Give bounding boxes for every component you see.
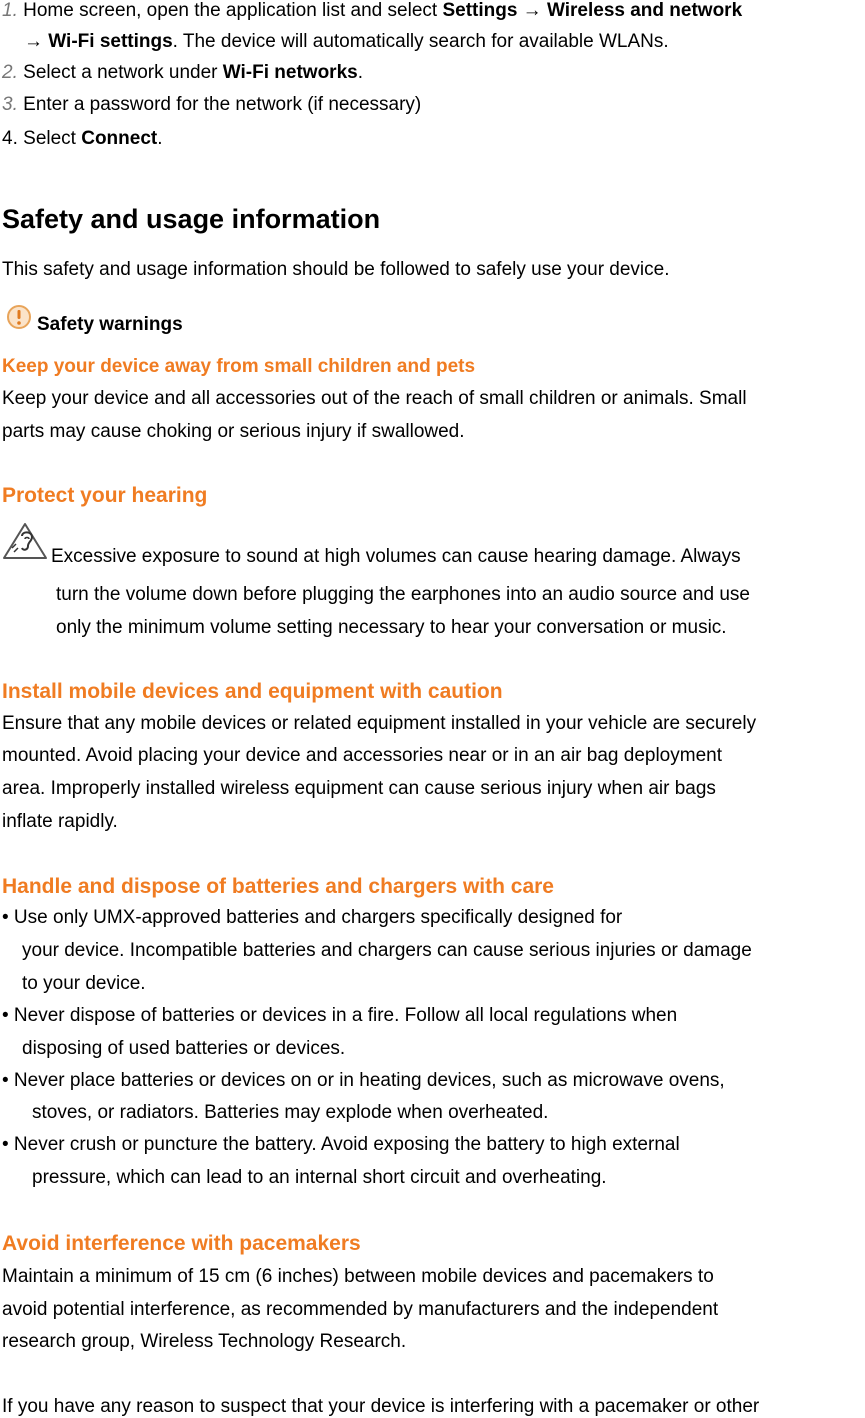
mobile-text-line: Ensure that any mobile devices or related equipment installed in your vehicle are securely [2, 713, 757, 734]
step-number: 1. [2, 0, 18, 21]
step-2: 2. Select a network under Wi-Fi networks. [2, 62, 363, 83]
pacemakers-text-line: research group, Wireless Technology Research. [2, 1331, 407, 1352]
batteries-text-line: pressure, which can lead to an internal short circuit and overheating. [32, 1167, 607, 1188]
mobile-heading: Install mobile devices and equipment with caution [2, 680, 503, 703]
hearing-text-line: turn the volume down before plugging the earphones into an audio source and use [56, 584, 750, 605]
children-text-line: Keep your device and all accessories out of the reach of small children or animals. Small [2, 388, 747, 409]
hearing-text-line: only the minimum volume setting necessary to hear your conversation or music. [56, 617, 727, 638]
batteries-text-line: disposing of used batteries or devices. [22, 1038, 346, 1059]
pacemakers-heading: Avoid interference with pacemakers [2, 1232, 361, 1255]
batteries-bullet: • Never place batteries or devices on or in heating devices, such as microwave ovens, [2, 1070, 725, 1091]
pacemakers-text-line: avoid potential interference, as recommended by manufacturers and the independent [2, 1299, 719, 1320]
pacemakers-last-line: If you have any reason to suspect that your device is interfering with a pacemaker or other [2, 1396, 760, 1417]
step-1-continued: → Wi-Fi settings. The device will automatically search for available WLANs. [24, 31, 669, 52]
batteries-bullet: • Never crush or puncture the battery. Avoid exposing the battery to high external [2, 1134, 680, 1155]
batteries-text-line: your device. Incompatible batteries and chargers can cause serious injuries or damage [22, 940, 752, 961]
mobile-text-line: mounted. Avoid placing your device and accessories near or in an air bag deployment [2, 745, 722, 766]
hearing-heading: Protect your hearing [2, 484, 208, 507]
safety-warnings-label: Safety warnings [37, 314, 183, 335]
section-intro: This safety and usage information should be followed to safely use your device. [2, 259, 670, 280]
children-text-line: parts may cause choking or serious injury if swallowed. [2, 421, 465, 442]
step-4: 4. Select Connect. [2, 128, 163, 149]
exclamation-circle-icon [6, 304, 32, 330]
batteries-bullet: • Use only UMX-approved batteries and chargers specifically designed for [2, 907, 623, 928]
hearing-text-line: Excessive exposure to sound at high volumes can cause hearing damage. Always [51, 546, 741, 567]
batteries-text-line: stoves, or radiators. Batteries may explode when overheated. [32, 1102, 549, 1123]
section-title: Safety and usage information [2, 204, 381, 234]
pacemakers-text-line: Maintain a minimum of 15 cm (6 inches) between mobile devices and pacemakers to [2, 1266, 714, 1287]
children-heading: Keep your device away from small children and pets [2, 356, 476, 377]
step-1: 1. Home screen, open the application list and select Settings → Wireless and network [2, 0, 743, 21]
batteries-bullet: • Never dispose of batteries or devices in a fire. Follow all local regulations when [2, 1005, 678, 1026]
mobile-text-line: inflate rapidly. [2, 811, 118, 832]
ear-warning-icon [2, 522, 48, 560]
batteries-text-line: to your device. [22, 973, 146, 994]
batteries-heading: Handle and dispose of batteries and chargers with care [2, 875, 554, 898]
step-3: 3. Enter a password for the network (if necessary) [2, 94, 422, 115]
mobile-text-line: area. Improperly installed wireless equipment can cause serious injury when air bags [2, 778, 716, 799]
